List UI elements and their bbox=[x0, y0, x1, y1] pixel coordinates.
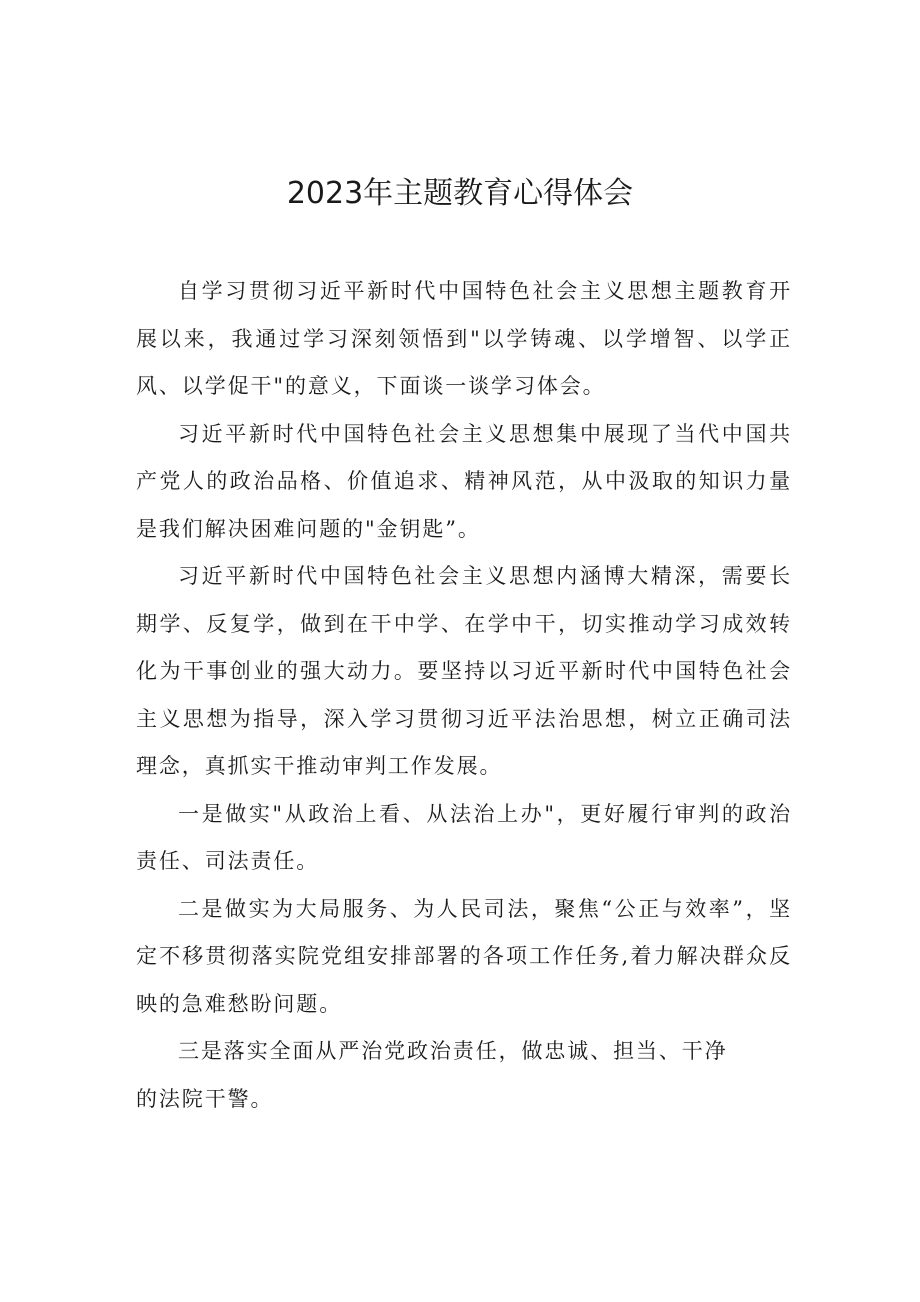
paragraph-point-one: 一是做实"从政治上看、从法治上办"，更好履行审判的政治责任、司法责任。 bbox=[136, 801, 792, 873]
paragraph-thought-essence: 习近平新时代中国特色社会主义思想集中展现了当代中国共产党人的政治品格、价值追求、精神风范，从中汲取的知识力量是我们解决困难问题的"金钥匙”。 bbox=[136, 421, 792, 541]
paragraph-study-practice: 习近平新时代中国特色社会主义思想内涵博大精深，需要长期学、反复学，做到在干中学、在学中干，切实推动学习成效转化为干事创业的强大动力。要坚持以习近平新时代中国特色社会主义思想为指导，深入学习贯彻习近平法治思想，树立正确司法理念，真抓实干推动审判工作发展。 bbox=[136, 564, 792, 778]
paragraph-point-two: 二是做实为大局服务、为人民司法，聚焦“公正与效率”，坚定不移贯彻落实院党组安排部署的各项工作任务,着力解决群众反映的急难愁盼问题。 bbox=[136, 896, 792, 1016]
document-title: 2023年主题教育心得体会 bbox=[286, 176, 634, 211]
paragraph-intro: 自学习贯彻习近平新时代中国特色社会主义思想主题教育开展以来，我通过学习深刻领悟到"以学铸魂、以学增智、以学正风、以学促干"的意义，下面谈一谈学习体会。 bbox=[136, 279, 792, 398]
paragraph-point-three: 三是落实全面从严治党政治责任，做忠诚、担当、干净的法院干警。 bbox=[136, 1039, 728, 1111]
document-body bbox=[136, 268, 792, 1123]
